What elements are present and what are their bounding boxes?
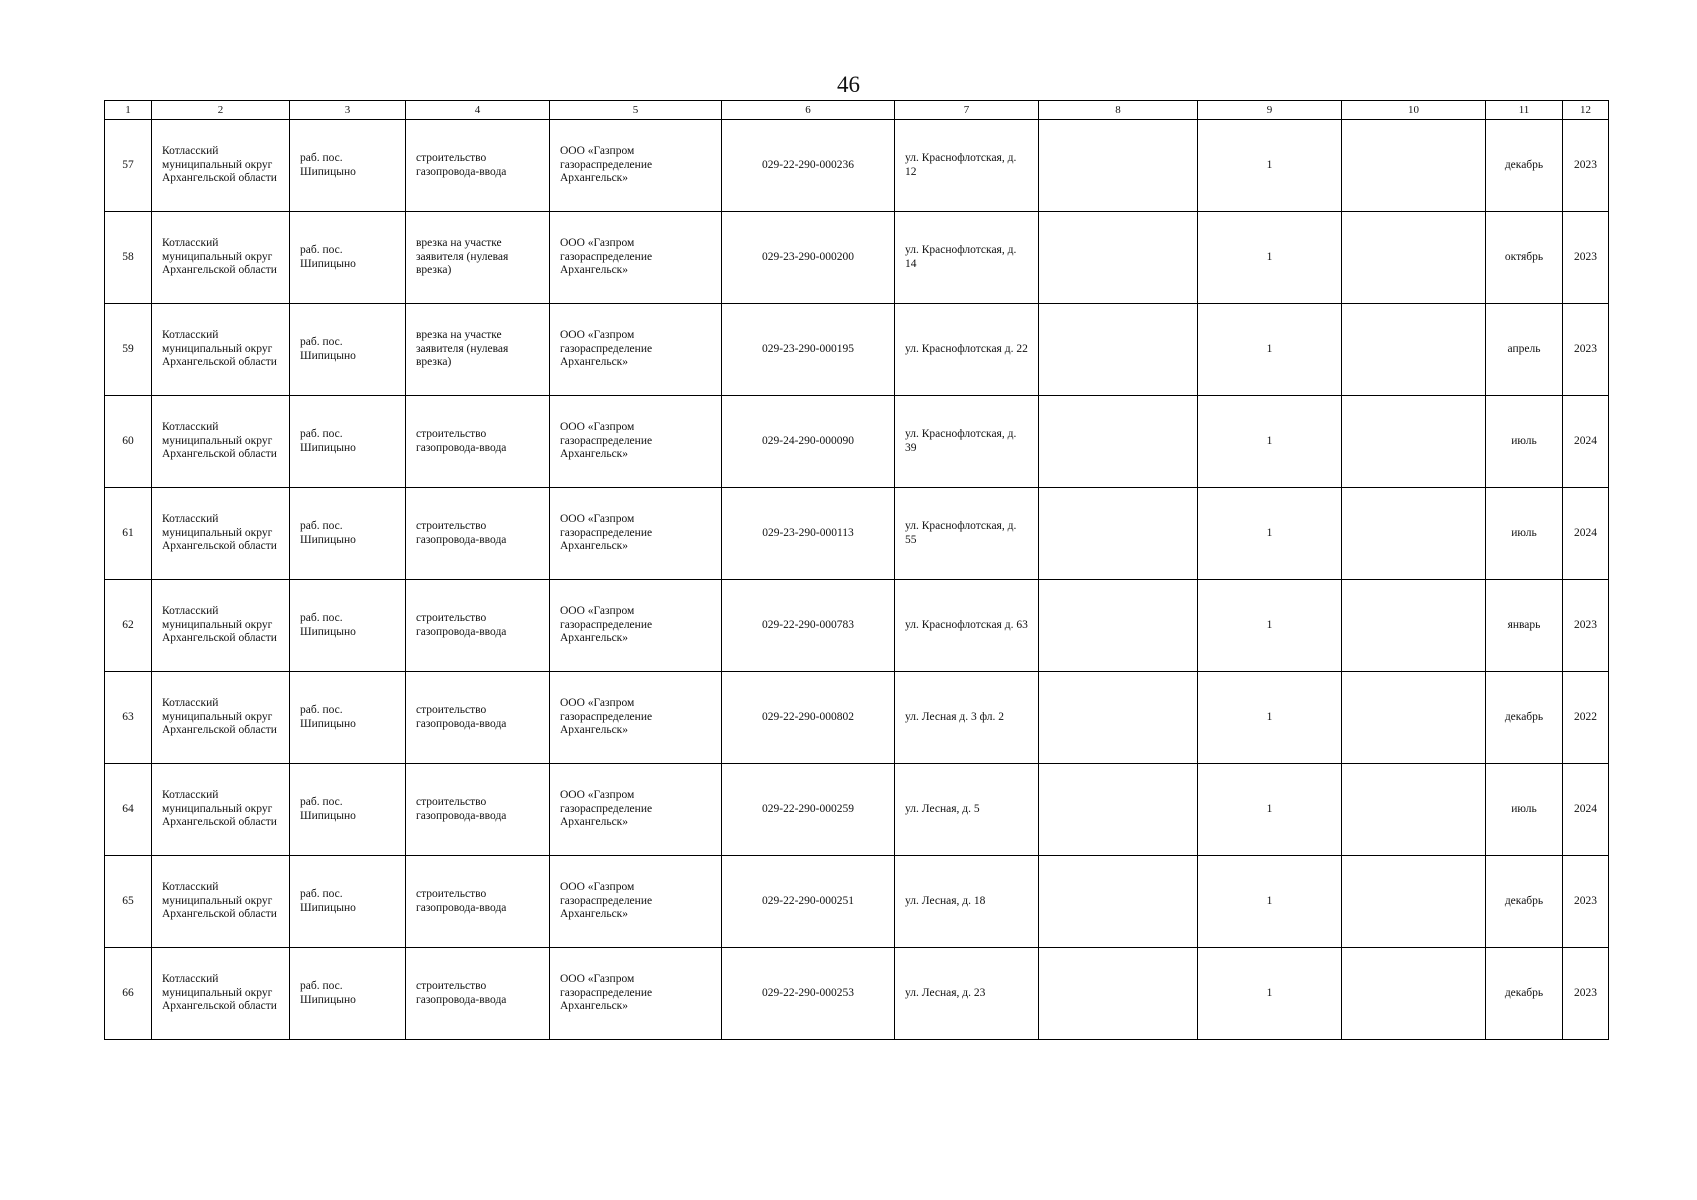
organization-cell: ООО «Газпром газораспределение Архангельск» <box>550 488 722 580</box>
count-cell: 1 <box>1198 856 1342 948</box>
register-table <box>104 100 1609 1040</box>
organization-cell: ООО «Газпром газораспределение Архангельск» <box>550 856 722 948</box>
month-cell: апрель <box>1486 304 1563 396</box>
column-8-cell <box>1039 764 1198 856</box>
month-cell: декабрь <box>1486 672 1563 764</box>
row-number-cell: 64 <box>105 764 152 856</box>
row-number-cell: 63 <box>105 672 152 764</box>
column-number: 12 <box>1563 101 1609 120</box>
row-number-cell: 65 <box>105 856 152 948</box>
application-code-cell: 029-22-290-000802 <box>722 672 895 764</box>
settlement-cell: раб. пос. Шипицыно <box>290 120 406 212</box>
application-code-cell: 029-22-290-000253 <box>722 948 895 1040</box>
row-number-cell: 61 <box>105 488 152 580</box>
column-number: 2 <box>152 101 290 120</box>
column-number: 8 <box>1039 101 1198 120</box>
column-number-row <box>105 101 1609 120</box>
row-number-cell: 62 <box>105 580 152 672</box>
column-8-cell <box>1039 120 1198 212</box>
work-type-cell: строительство газопровода-ввода <box>406 120 550 212</box>
column-number: 6 <box>722 101 895 120</box>
count-cell: 1 <box>1198 396 1342 488</box>
application-code-cell: 029-22-290-000236 <box>722 120 895 212</box>
year-cell: 2022 <box>1563 672 1609 764</box>
address-cell: ул. Краснофлотская д. 63 <box>895 580 1039 672</box>
work-type-cell: строительство газопровода-ввода <box>406 764 550 856</box>
district-cell: Котласский муниципальный округ Архангельской области <box>152 396 290 488</box>
address-cell: ул. Краснофлотская, д. 12 <box>895 120 1039 212</box>
year-cell: 2023 <box>1563 580 1609 672</box>
application-code-cell: 029-23-290-000200 <box>722 212 895 304</box>
settlement-cell: раб. пос. Шипицыно <box>290 396 406 488</box>
organization-cell: ООО «Газпром газораспределение Архангельск» <box>550 948 722 1040</box>
work-type-cell: строительство газопровода-ввода <box>406 488 550 580</box>
district-cell: Котласский муниципальный округ Архангельской области <box>152 580 290 672</box>
column-number: 9 <box>1198 101 1342 120</box>
organization-cell: ООО «Газпром газораспределение Архангельск» <box>550 396 722 488</box>
column-8-cell <box>1039 672 1198 764</box>
column-8-cell <box>1039 580 1198 672</box>
organization-cell: ООО «Газпром газораспределение Архангельск» <box>550 764 722 856</box>
table-row <box>105 764 1609 856</box>
count-cell: 1 <box>1198 764 1342 856</box>
application-code-cell: 029-22-290-000251 <box>722 856 895 948</box>
month-cell: октябрь <box>1486 212 1563 304</box>
organization-cell: ООО «Газпром газораспределение Архангельск» <box>550 580 722 672</box>
column-8-cell <box>1039 212 1198 304</box>
address-cell: ул. Краснофлотская, д. 39 <box>895 396 1039 488</box>
table-row <box>105 488 1609 580</box>
table-row <box>105 396 1609 488</box>
column-number: 11 <box>1486 101 1563 120</box>
address-cell: ул. Лесная, д. 5 <box>895 764 1039 856</box>
column-10-cell <box>1342 948 1486 1040</box>
month-cell: декабрь <box>1486 120 1563 212</box>
organization-cell: ООО «Газпром газораспределение Архангельск» <box>550 672 722 764</box>
settlement-cell: раб. пос. Шипицыно <box>290 948 406 1040</box>
work-type-cell: строительство газопровода-ввода <box>406 948 550 1040</box>
application-code-cell: 029-22-290-000783 <box>722 580 895 672</box>
work-type-cell: врезка на участке заявителя (нулевая врезка) <box>406 212 550 304</box>
column-number: 5 <box>550 101 722 120</box>
column-10-cell <box>1342 580 1486 672</box>
year-cell: 2023 <box>1563 304 1609 396</box>
year-cell: 2024 <box>1563 396 1609 488</box>
settlement-cell: раб. пос. Шипицыно <box>290 856 406 948</box>
column-8-cell <box>1039 856 1198 948</box>
column-10-cell <box>1342 120 1486 212</box>
table-row <box>105 856 1609 948</box>
column-10-cell <box>1342 764 1486 856</box>
row-number-cell: 66 <box>105 948 152 1040</box>
district-cell: Котласский муниципальный округ Архангельской области <box>152 948 290 1040</box>
month-cell: июль <box>1486 764 1563 856</box>
count-cell: 1 <box>1198 120 1342 212</box>
district-cell: Котласский муниципальный округ Архангельской области <box>152 856 290 948</box>
table-row <box>105 580 1609 672</box>
table-body <box>105 101 1609 1040</box>
month-cell: июль <box>1486 396 1563 488</box>
settlement-cell: раб. пос. Шипицыно <box>290 672 406 764</box>
organization-cell: ООО «Газпром газораспределение Архангельск» <box>550 120 722 212</box>
district-cell: Котласский муниципальный округ Архангельской области <box>152 764 290 856</box>
district-cell: Котласский муниципальный округ Архангельской области <box>152 672 290 764</box>
settlement-cell: раб. пос. Шипицыно <box>290 764 406 856</box>
work-type-cell: строительство газопровода-ввода <box>406 580 550 672</box>
page-number: 46 <box>837 72 860 97</box>
column-10-cell <box>1342 304 1486 396</box>
count-cell: 1 <box>1198 304 1342 396</box>
table-row <box>105 948 1609 1040</box>
month-cell: июль <box>1486 488 1563 580</box>
count-cell: 1 <box>1198 580 1342 672</box>
column-8-cell <box>1039 396 1198 488</box>
application-code-cell: 029-22-290-000259 <box>722 764 895 856</box>
column-10-cell <box>1342 396 1486 488</box>
address-cell: ул. Лесная, д. 18 <box>895 856 1039 948</box>
column-number: 1 <box>105 101 152 120</box>
address-cell: ул. Краснофлотская, д. 55 <box>895 488 1039 580</box>
work-type-cell: строительство газопровода-ввода <box>406 672 550 764</box>
column-10-cell <box>1342 856 1486 948</box>
count-cell: 1 <box>1198 948 1342 1040</box>
table-row <box>105 672 1609 764</box>
address-cell: ул. Лесная д. 3 фл. 2 <box>895 672 1039 764</box>
settlement-cell: раб. пос. Шипицыно <box>290 212 406 304</box>
count-cell: 1 <box>1198 212 1342 304</box>
row-number-cell: 60 <box>105 396 152 488</box>
settlement-cell: раб. пос. Шипицыно <box>290 580 406 672</box>
district-cell: Котласский муниципальный округ Архангельской области <box>152 304 290 396</box>
settlement-cell: раб. пос. Шипицыно <box>290 488 406 580</box>
year-cell: 2023 <box>1563 120 1609 212</box>
work-type-cell: строительство газопровода-ввода <box>406 856 550 948</box>
month-cell: декабрь <box>1486 948 1563 1040</box>
column-number: 4 <box>406 101 550 120</box>
year-cell: 2024 <box>1563 764 1609 856</box>
column-10-cell <box>1342 672 1486 764</box>
column-number: 3 <box>290 101 406 120</box>
district-cell: Котласский муниципальный округ Архангельской области <box>152 212 290 304</box>
year-cell: 2024 <box>1563 488 1609 580</box>
count-cell: 1 <box>1198 672 1342 764</box>
address-cell: ул. Краснофлотская, д. 14 <box>895 212 1039 304</box>
settlement-cell: раб. пос. Шипицыно <box>290 304 406 396</box>
column-8-cell <box>1039 948 1198 1040</box>
district-cell: Котласский муниципальный округ Архангельской области <box>152 120 290 212</box>
row-number-cell: 59 <box>105 304 152 396</box>
month-cell: декабрь <box>1486 856 1563 948</box>
address-cell: ул. Краснофлотская д. 22 <box>895 304 1039 396</box>
row-number-cell: 57 <box>105 120 152 212</box>
table-row <box>105 304 1609 396</box>
column-10-cell <box>1342 212 1486 304</box>
application-code-cell: 029-23-290-000195 <box>722 304 895 396</box>
work-type-cell: врезка на участке заявителя (нулевая врезка) <box>406 304 550 396</box>
column-number: 7 <box>895 101 1039 120</box>
application-code-cell: 029-23-290-000113 <box>722 488 895 580</box>
table-row <box>105 212 1609 304</box>
district-cell: Котласский муниципальный округ Архангельской области <box>152 488 290 580</box>
table-row <box>105 120 1609 212</box>
application-code-cell: 029-24-290-000090 <box>722 396 895 488</box>
column-8-cell <box>1039 488 1198 580</box>
address-cell: ул. Лесная, д. 23 <box>895 948 1039 1040</box>
count-cell: 1 <box>1198 488 1342 580</box>
year-cell: 2023 <box>1563 212 1609 304</box>
organization-cell: ООО «Газпром газораспределение Архангельск» <box>550 212 722 304</box>
year-cell: 2023 <box>1563 856 1609 948</box>
column-8-cell <box>1039 304 1198 396</box>
row-number-cell: 58 <box>105 212 152 304</box>
column-number: 10 <box>1342 101 1486 120</box>
organization-cell: ООО «Газпром газораспределение Архангельск» <box>550 304 722 396</box>
year-cell: 2023 <box>1563 948 1609 1040</box>
column-10-cell <box>1342 488 1486 580</box>
work-type-cell: строительство газопровода-ввода <box>406 396 550 488</box>
month-cell: январь <box>1486 580 1563 672</box>
